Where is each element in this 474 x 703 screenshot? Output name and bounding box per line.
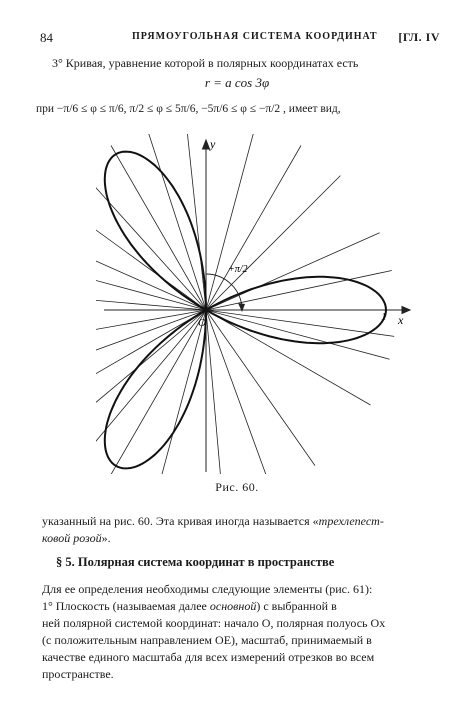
para1-text-b: ». [101, 531, 111, 545]
condition-line: при −π/6 ≤ φ ≤ π/6, π/2 ≤ φ ≤ 5π/6, −5π/6 ≤ φ ≤ −π/2 , имеет вид, [36, 103, 341, 115]
radial-line [96, 169, 206, 310]
y-axis-label: y [210, 137, 216, 151]
polar-rose-figure [96, 134, 418, 474]
axes [104, 140, 410, 472]
running-title: ПРЯМОУГОЛЬНАЯ СИСТЕМА КООРДИНАТ [132, 31, 378, 42]
radial-line [147, 134, 206, 310]
paragraph-2-line-6: пространстве. [42, 667, 114, 681]
paragraph-2-line-3: ней полярной системой координат: начало O, полярная полуось Ox [42, 616, 386, 630]
angle-arc-arrow [238, 303, 245, 312]
equation: r = a cos 3φ [204, 75, 270, 90]
paragraph-2-line-4: (с положительным направлением OE), масштаб, принимаемый в [42, 633, 372, 647]
para1-text-a: указанный на рис. 60. Эта кривая иногда называется « [42, 514, 319, 528]
radial-line [206, 310, 223, 474]
radial-line [206, 176, 340, 310]
paragraph-2-line-5: качестве единого масштаба для всех измерений отрезков во всем [42, 650, 375, 664]
paragraph-1-line-1 [42, 512, 442, 530]
para2-text-a: 1° Плоскость (называемая далее [42, 599, 210, 613]
radial-lines [96, 134, 394, 474]
x-axis-label: x [398, 313, 404, 327]
page-number: 84 [40, 30, 53, 45]
radial-line [186, 134, 206, 310]
radial-line [206, 271, 392, 311]
tick-label-1: 1 [381, 311, 387, 323]
figure-caption: Рис. 60. [215, 480, 259, 494]
radial-line [206, 310, 390, 359]
paragraph-2-line-2 [42, 597, 442, 615]
radial-line [96, 293, 206, 310]
para2-text-b: ) с выбранной в [256, 599, 337, 613]
running-header [40, 30, 440, 50]
radial-line [206, 310, 371, 405]
angle-label: +π/2 [228, 264, 248, 275]
para2-emphasis: основной [209, 599, 257, 613]
origin-label: O [198, 317, 206, 329]
example-intro: 3° Кривая, уравнение которой в полярных координатах есть [52, 56, 359, 70]
paragraph-1-line-2 [42, 529, 442, 547]
chapter-marker: [ГЛ. IV [398, 30, 440, 44]
section-title: § 5. Полярная система координат в пространстве [56, 555, 335, 569]
para1-emphasis-b: ковой розой [42, 531, 102, 545]
radial-line [206, 146, 301, 311]
radial-line [96, 310, 206, 456]
paragraph-2-line-1: Для ее определения необходимы следующие элементы (рис. 61): [42, 582, 373, 596]
y-axis-arrow [203, 140, 210, 149]
para1-emphasis-a: трехлепест- [318, 514, 384, 528]
